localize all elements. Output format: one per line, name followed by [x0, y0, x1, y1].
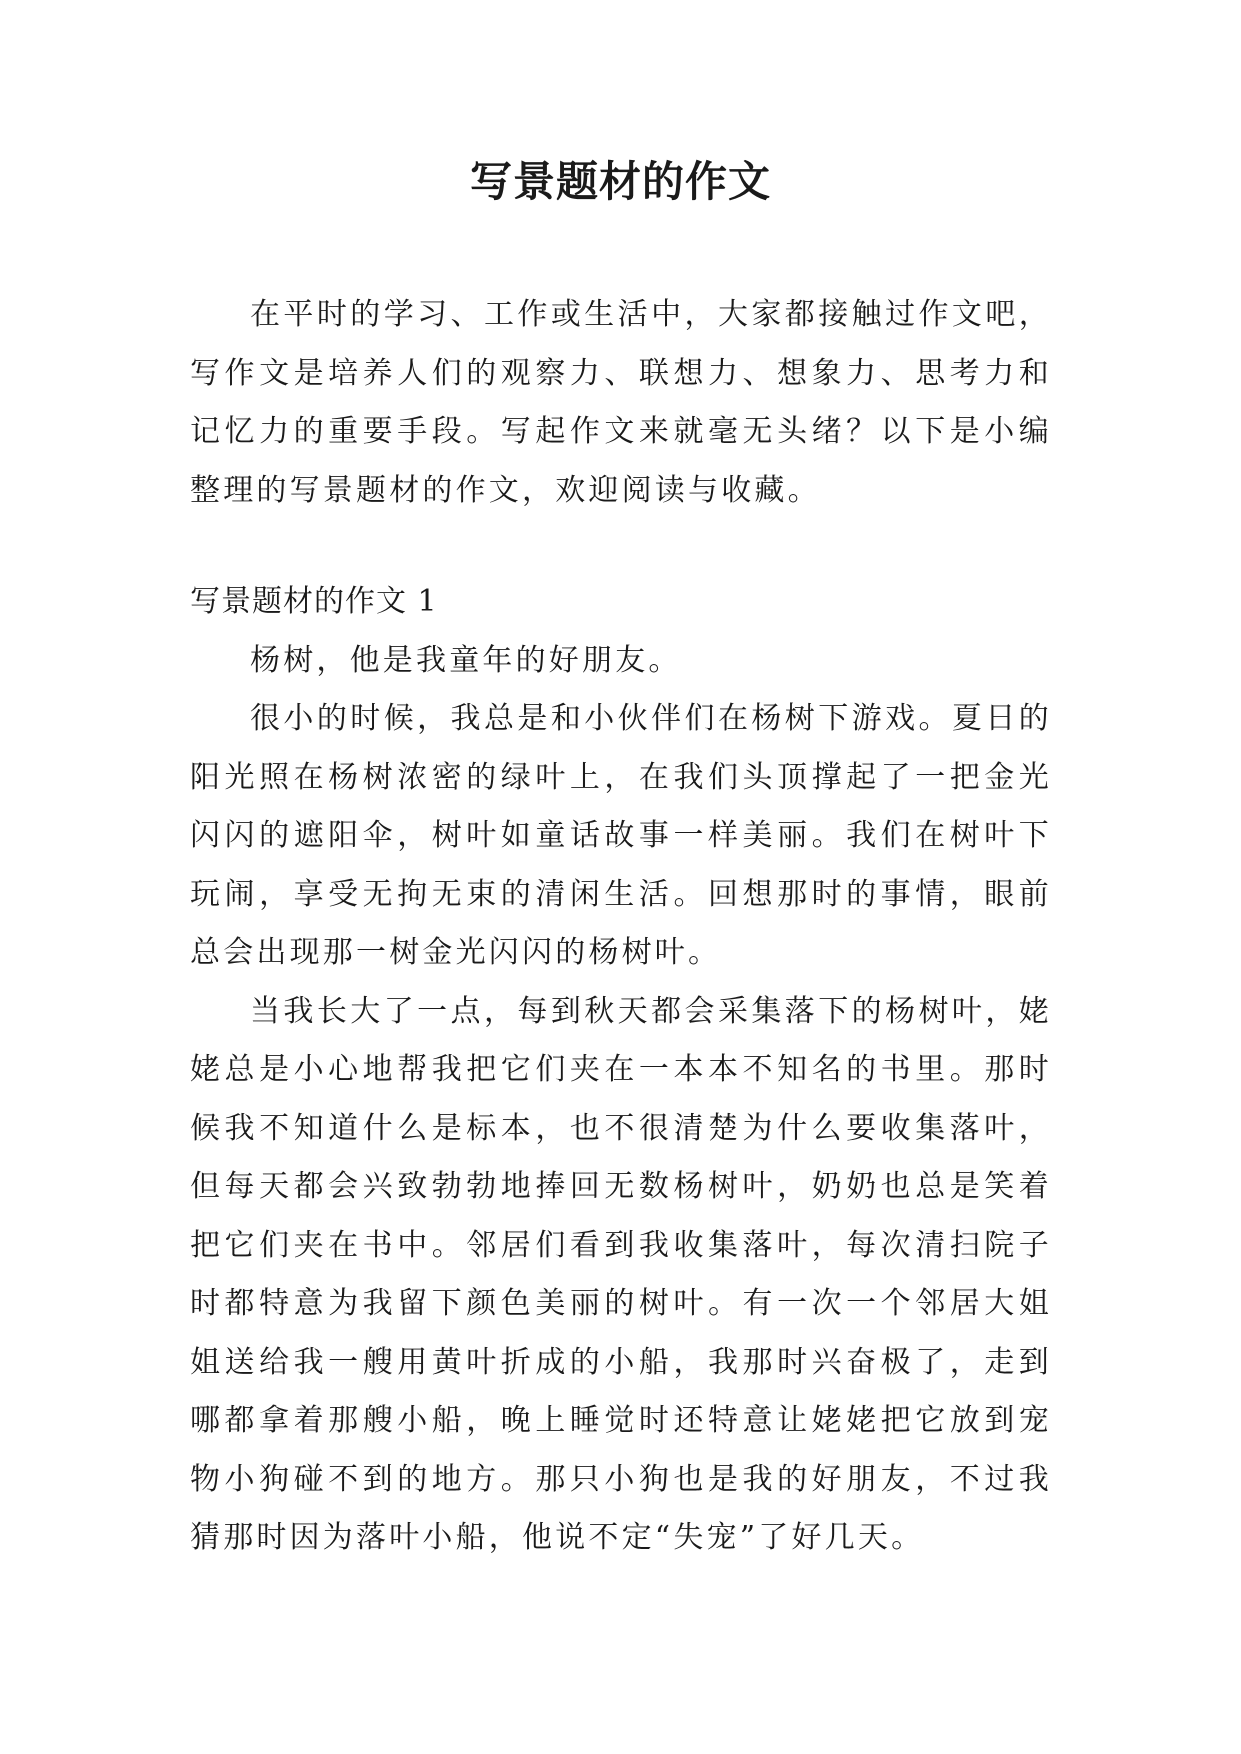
essay-paragraph-2: 很小的时候，我总是和小伙伴们在杨树下游戏。夏日的阳光照在杨树浓密的绿叶上，在我们头顶撑起了一把金光闪闪的遮阳伞，树叶如童话故事一样美丽。我们在树叶下玩闹，享受无拘无束的清闲生活。回想那时的事情，眼前总会出现那一树金光闪闪的杨树叶。 — [190, 701, 1052, 970]
essay-paragraph-1: 杨树，他是我童年的好朋友。 — [250, 642, 682, 678]
intro-block — [190, 286, 1052, 520]
essay-paragraph-3: 当我长大了一点，每到秋天都会采集落下的杨树叶，姥姥总是小心地帮我把它们夹在一本本不知名的书里。那时候我不知道什么是标本，也不很清楚为什么要收集落叶，但每天都会兴致勃勃地捧回无数杨树叶，奶奶也总是笑着把它们夹在书中。邻居们看到我收集落叶，每次清扫院子时都特意为我留下颜色美丽的树叶。有一次一个邻居大姐姐送给我一艘用黄叶折成的小船，我那时兴奋极了，走到哪都拿着那艘小船，晚上睡觉时还特意让姥姥把它放到宠物小狗碰不到的地方。那只小狗也是我的好朋友，不过我猜那时因为落叶小船，他说不定“失宠”了好几天。 — [190, 993, 1052, 1555]
document-title: 写景题材的作文 — [469, 157, 771, 206]
intro-paragraph: 在平时的学习、工作或生活中，大家都接触过作文吧，写作文是培养人们的观察力、联想力、想象力、思考力和记忆力的重要手段。写起作文来就毫无头绪？以下是小编整理的写景题材的作文，欢迎阅读与收藏。 — [190, 297, 1052, 508]
essay-section — [190, 573, 1052, 1568]
section-heading: 写景题材的作文 1 — [190, 584, 438, 619]
